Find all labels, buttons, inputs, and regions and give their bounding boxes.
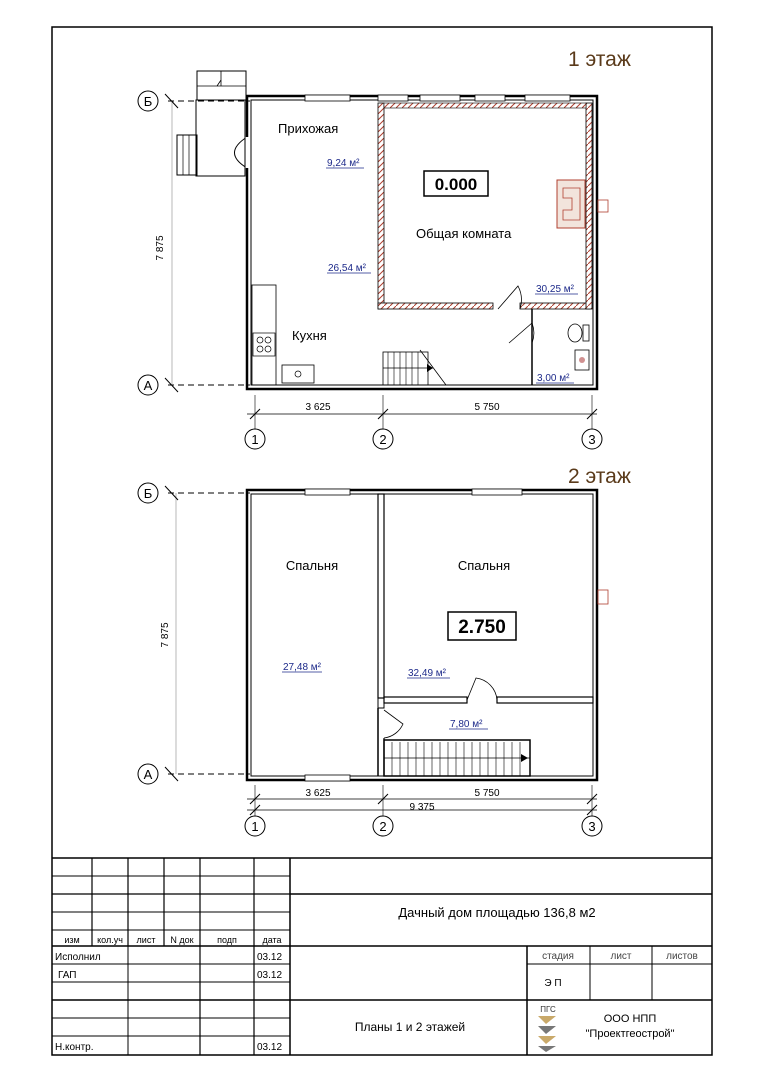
floor1-stairs [383,350,446,385]
floor1-title: 1 этаж [568,48,631,71]
fireplace [557,180,585,228]
stamp-header-date: дата [262,935,282,945]
floor2-dim-height: 7 875 [160,622,171,648]
living-name: Общая комната [416,226,512,241]
floor1-level-mark: 0.000 [434,175,478,194]
living-area: 30,25 м² [536,284,575,295]
stage-value: Э П [544,978,562,989]
stamp-header-ndok: N док [170,935,194,945]
stamp-header-podp: подп [217,935,237,945]
floor2-axis-3: 3 [588,819,596,834]
floor2-outer-wall [247,490,597,780]
floor1-axis-2: 2 [379,432,387,447]
sheet-label: лист [610,951,632,962]
bedroom-left-area: 27,48 м² [283,662,322,673]
bedroom-right-name: Спальня [457,558,511,573]
stamp-row-role: Н.контр. [55,1042,94,1053]
kitchen-name: Кухня [292,328,327,343]
bedroom-right-area: 32,49 м² [408,668,447,679]
floor1-dim-seg1: 3 625 [305,402,331,413]
hall-area: 9,24 м² [327,158,360,169]
floor1-plan [138,48,631,449]
project-title: Дачный дом площадью 136,8 м2 [398,905,596,920]
company-line1: ООО НПП [603,1013,657,1025]
kitchen-counter [252,285,276,385]
sheet-title: Планы 1 и 2 этажей [354,1020,466,1034]
porch-steps-side [177,135,197,175]
floor1-dim-height: 7 875 [155,235,166,261]
hall-name: Прихожая [278,121,339,136]
kitchen-area: 26,54 м² [328,263,367,274]
stamp-row-role: ГАП [58,970,77,981]
porch-platform [196,100,245,176]
floor2-title: 2 этаж [568,465,631,488]
porch-steps-top [197,71,246,100]
bath-door [509,323,534,343]
living-brick-wall-bottom [378,303,493,309]
floor2-partition-bottom [384,697,467,703]
floor2-partition-left [378,494,384,698]
floor1-outer-wall [247,96,597,389]
stamp-header-list: лист [136,935,156,945]
company-line2: "Проектгеострой" [585,1028,675,1040]
floor2-axis-b: Б [143,486,153,501]
floor2-axis-a: А [143,767,153,782]
kitchen-sink [282,365,314,383]
floor1-axis-a: А [143,378,153,393]
toilet [568,324,582,342]
stamp-row-role: Исполнил [55,952,101,963]
stamp-header-kolvo: кол.уч [97,935,123,945]
floor2-hall-area: 7,80 м² [450,719,483,730]
logo-text: ПГС [540,1005,556,1014]
bath-area: 3,00 м² [537,373,570,384]
floor2-dim-seg2: 5 750 [474,788,500,799]
living-brick-wall-left [378,103,384,309]
company-logo [538,1005,556,1052]
floor1-axis-3: 3 [588,432,596,447]
floor2-plan [138,465,631,836]
floor2-axis-2: 2 [379,819,387,834]
floor2-axis-1: 1 [251,819,259,834]
sheets-label: листов [666,951,698,962]
stamp-header-izm: изм [64,935,80,945]
stamp-row-date: 03.12 [257,970,283,981]
floor1-axis-1: 1 [251,432,259,447]
bedroom-left-name: Спальня [285,558,339,573]
stamp-row-date: 03.12 [257,952,283,963]
floor2-level-mark: 2.750 [458,617,506,638]
floor2-dim-seg1: 3 625 [305,788,331,799]
floor1-axis-b: Б [143,94,153,109]
stage-label: стадия [542,951,574,962]
floor1-dim-seg2: 5 750 [474,402,500,413]
floor2-stairs [384,740,530,776]
stamp-row-date: 03.12 [257,1042,283,1053]
floor2-dim-total: 9 375 [409,802,435,813]
